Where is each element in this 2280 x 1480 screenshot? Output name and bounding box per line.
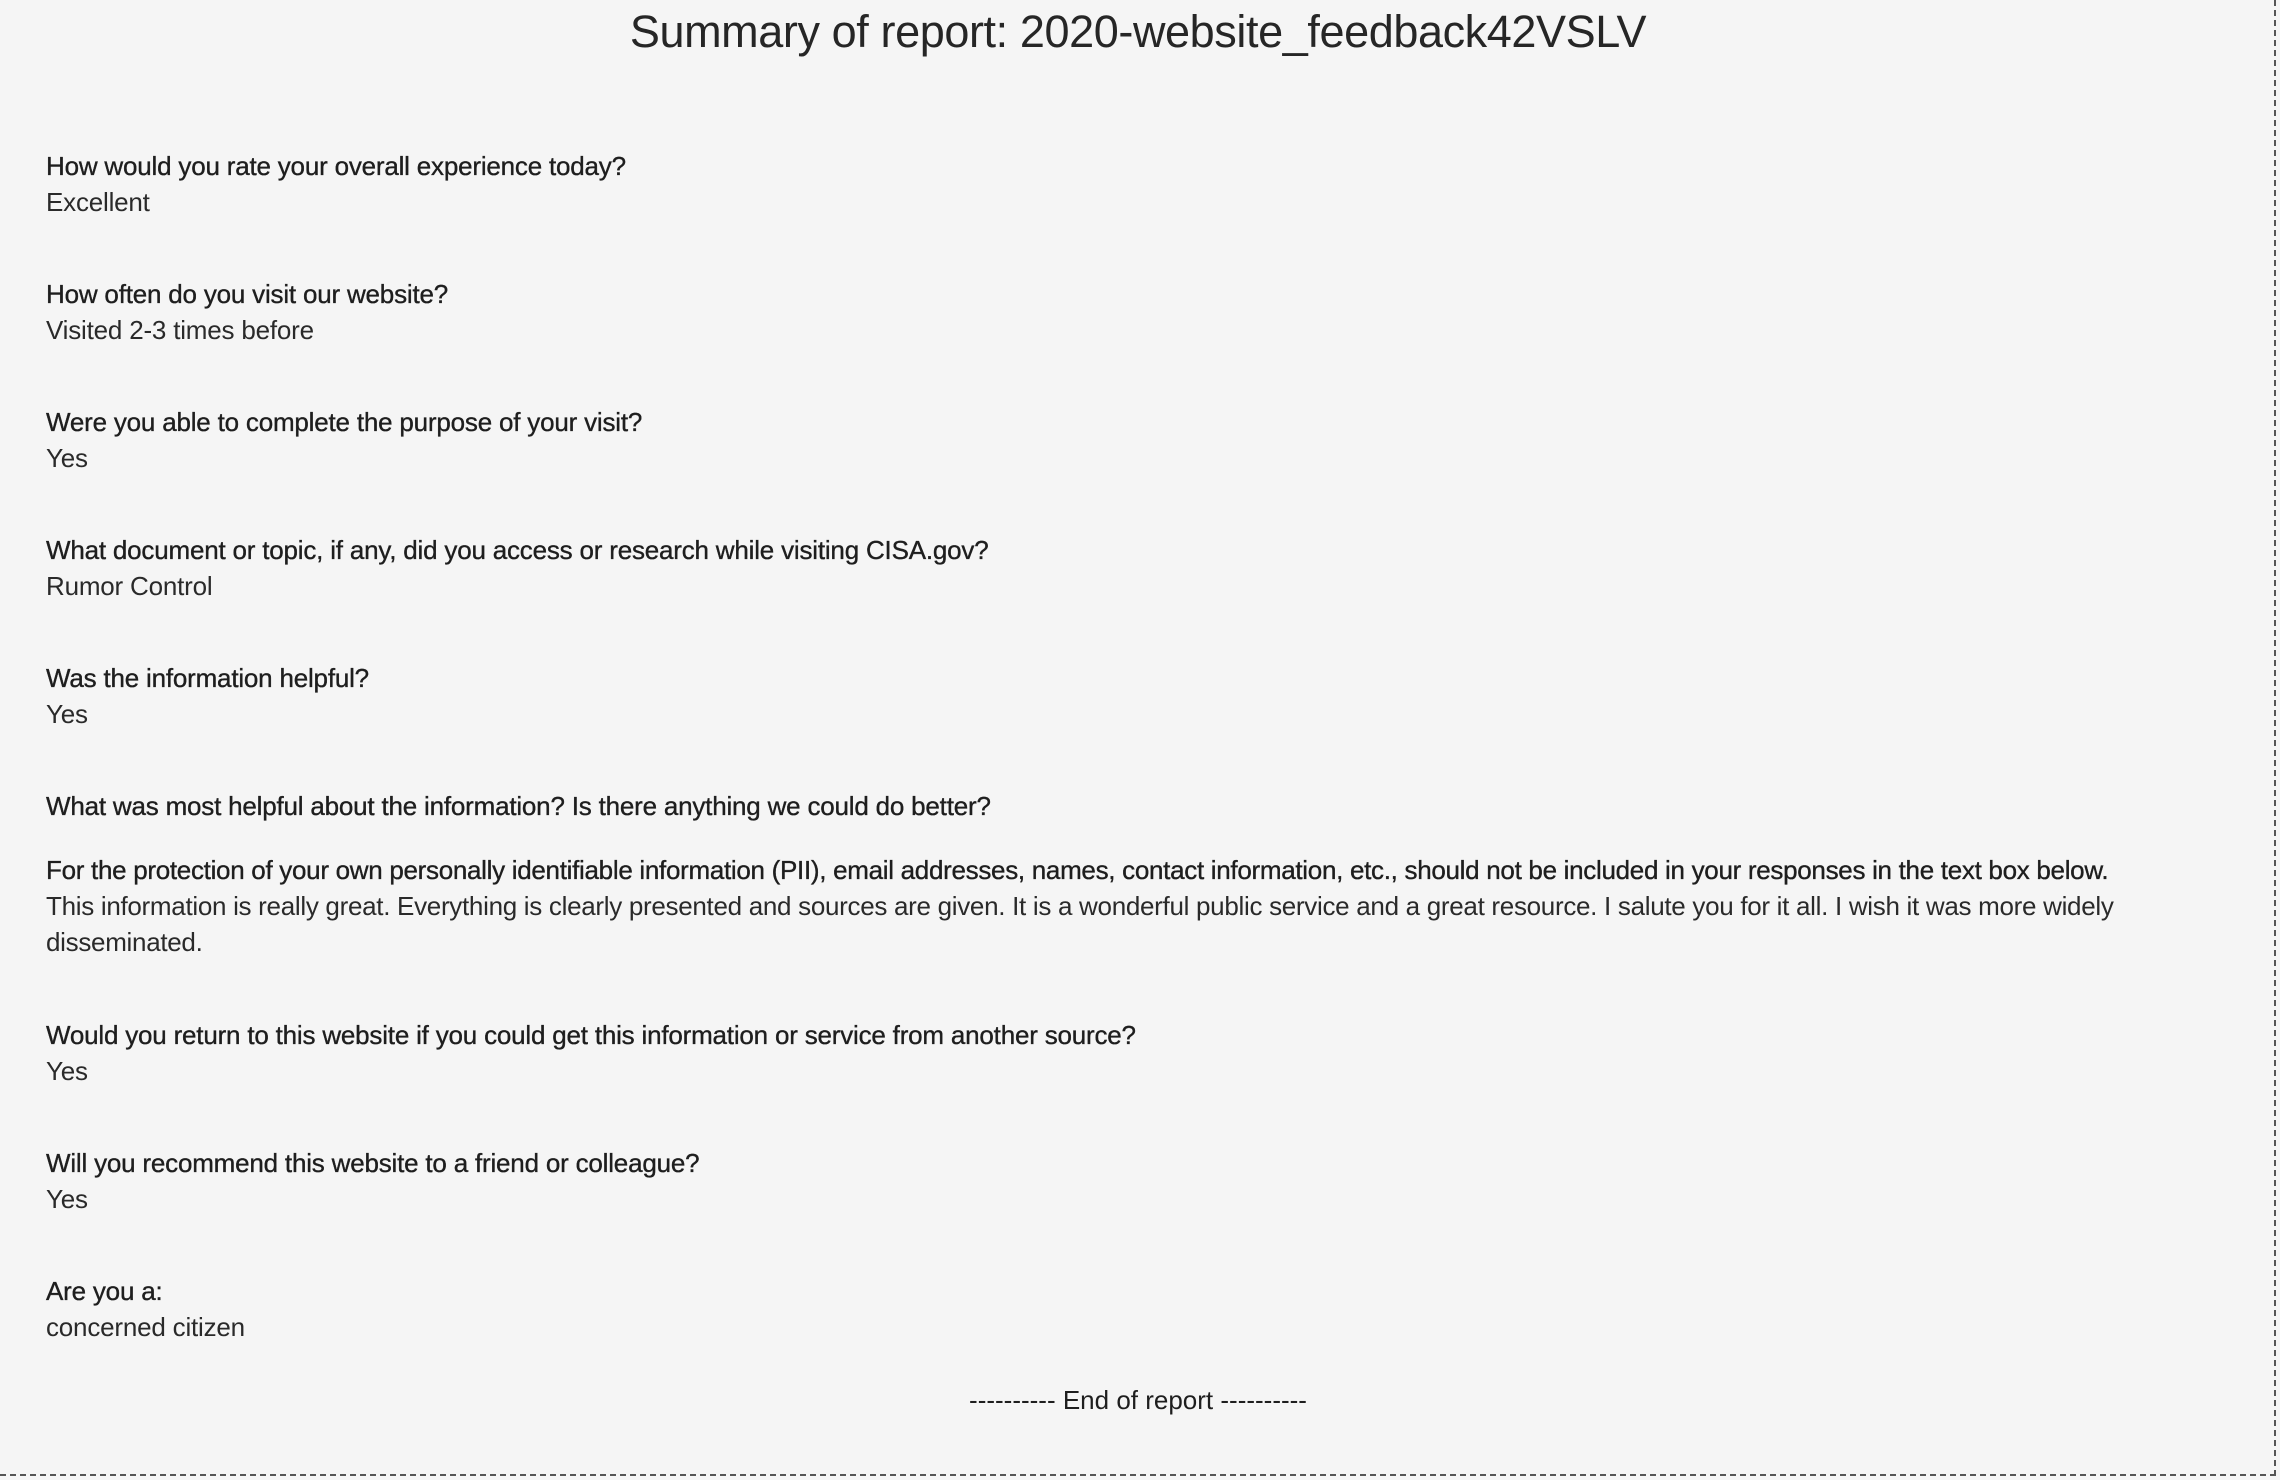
question-text: What document or topic, if any, did you access or research while visiting CISA.gov? xyxy=(46,535,989,565)
report-title: Summary of report: 2020-website_feedback42VSLV xyxy=(629,6,1647,57)
question-text: Will you recommend this website to a friend or colleague? xyxy=(46,1148,700,1178)
qa-document-topic xyxy=(46,532,2228,604)
question-text: Are you a: xyxy=(46,1276,163,1306)
answer-text: Yes xyxy=(46,1184,88,1214)
qa-recommend xyxy=(46,1145,2228,1217)
qa-information-helpful xyxy=(46,660,2228,732)
question-text: Were you able to complete the purpose of your visit? xyxy=(46,407,643,437)
question-text: Would you return to this website if you could get this information or service from another source? xyxy=(46,1020,1136,1050)
qa-overall-experience xyxy=(46,148,2228,220)
answer-text: Visited 2-3 times before xyxy=(46,315,314,345)
answer-text: Rumor Control xyxy=(46,571,213,601)
qa-return-visit xyxy=(46,1017,2228,1089)
qa-respondent-type xyxy=(46,1273,2228,1345)
answer-text: Yes xyxy=(46,443,88,473)
answer-text: Excellent xyxy=(46,187,150,217)
question-text: How would you rate your overall experience today? xyxy=(46,151,626,181)
end-of-report: ---------- End of report ---------- xyxy=(969,1385,1307,1415)
question-text: What was most helpful about the information? Is there anything we could do better? xyxy=(46,791,991,821)
qa-visit-purpose xyxy=(46,404,2228,476)
question-text: How often do you visit our website? xyxy=(46,279,448,309)
answer-text: Yes xyxy=(46,1056,88,1086)
pii-notice: For the protection of your own personally identifiable information (PII), email addresses, names, contact information, etc., should not be included in your responses in the text box below. xyxy=(46,855,2109,885)
answer-text: This information is really great. Everything is clearly presented and sources are given. It is a wonderful public service and a great resource. I salute you for it all. I wish it was more widely disseminated. xyxy=(46,891,2114,957)
qa-most-helpful xyxy=(46,788,2228,960)
qa-visit-frequency xyxy=(46,276,2228,348)
answer-text: Yes xyxy=(46,699,88,729)
question-text: Was the information helpful? xyxy=(46,663,369,693)
answer-text: concerned citizen xyxy=(46,1312,245,1342)
